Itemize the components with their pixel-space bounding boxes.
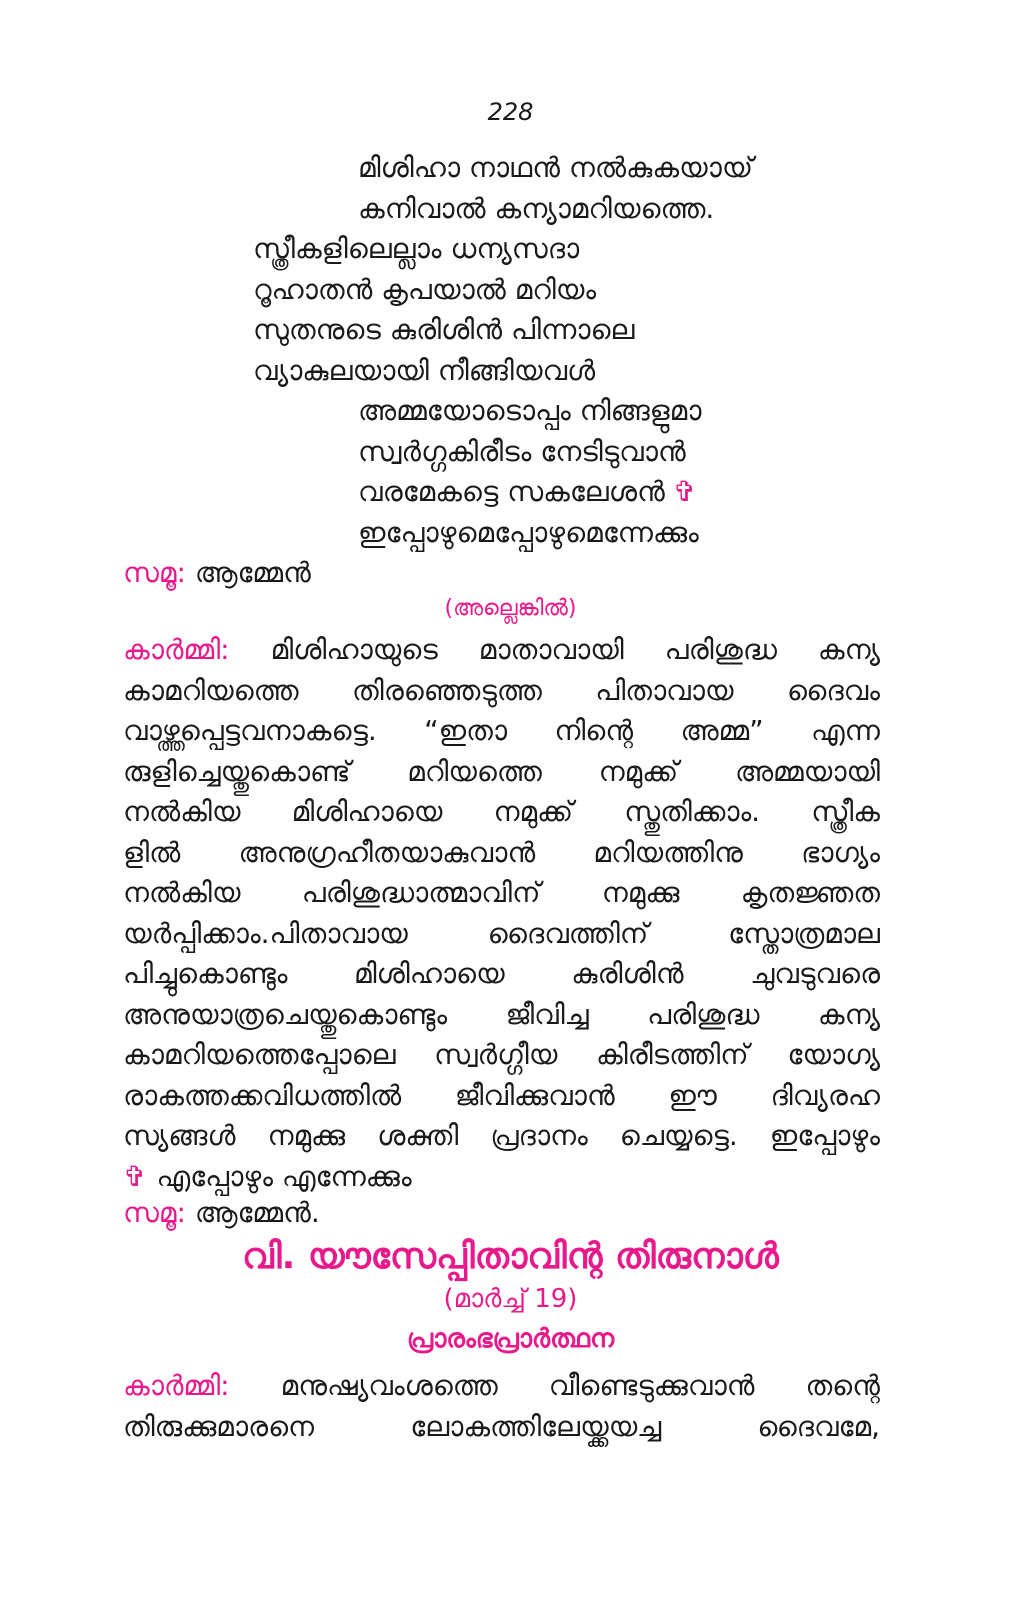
prayer-line-text: മനുഷ്യവംശത്തെ വീണ്ടെടുക്കുവാൻ തന്റെ — [280, 1369, 881, 1402]
prayer-line: പിച്ചുകൊണ്ടും മിശിഹായെ കുരിശിൻ ചുവടുവരെ — [123, 957, 880, 990]
prayer-line: കാമറിയത്തെ തിരഞ്ഞെടുത്ത പിതാവായ ദൈവം — [123, 673, 880, 707]
prayer-line-text: മിശിഹായുടെ മാതാവായി പരിശുദ്ധ കന്യ — [270, 633, 880, 666]
prayer-closing-text: എപ്പോഴും എന്നേക്കും — [156, 1159, 412, 1193]
hymn-line-text: വരമേകട്ടെ സകലേശൻ — [358, 475, 665, 508]
opening-prayer — [123, 1366, 880, 1447]
alternative-label: (അല്ലെങ്കിൽ) — [444, 596, 577, 621]
prayer-line-first — [123, 630, 880, 671]
page-number: 228 — [487, 98, 534, 126]
prayer-line: യർപ്പിക്കാം.പിതാവായ ദൈവത്തിന് സ്തോത്രമാല — [123, 916, 880, 950]
prayer-line: രാകത്തക്കവിധത്തിൽ ജീവിക്കുവാൻ ഈ ദിവ്യരഹ — [123, 1078, 880, 1112]
celebrant-prayer — [123, 630, 880, 1197]
hymn-line: വ്യാകുലയായി നീങ്ങിയവൾ — [253, 353, 596, 387]
prayer-line-first — [123, 1366, 880, 1407]
cross-icon: ✞ — [672, 475, 697, 508]
section-heading: പ്രാരംഭപ്രാർത്ഥന — [406, 1324, 615, 1354]
hymn-line: റൂഹാതൻ കൃപയാൽ മറിയം — [253, 272, 597, 306]
hymn-line: അമ്മയോടൊപ്പം നിങ്ങളുമാ — [358, 394, 702, 427]
hymn-line-with-cross — [0, 472, 1021, 513]
prayer-line: അനുയാത്രചെയ്തുകൊണ്ടും ജീവിച്ച പരിശുദ്ധ കന്യ — [123, 997, 880, 1031]
hymn-stanza — [0, 148, 1021, 553]
prayer-closing-line — [123, 1157, 880, 1198]
prayer-line: സ്യങ്ങൾ നമുക്കു ശക്തി പ്രദാനം ചെയ്യട്ടെ. ഇപ്പോഴും — [123, 1119, 880, 1152]
hymn-line: സുതനുടെ കുരിശിൻ പിന്നാലെ — [253, 313, 635, 346]
congregation-response — [123, 556, 311, 590]
hymn-line: സ്വർഗ്ഗകിരീടം നേടിടുവാൻ — [358, 434, 686, 468]
congregation-response — [123, 1196, 320, 1230]
prayer-line: നൽകിയ മിശിഹായെ നമുക്ക് സ്തുതിക്കാം. സ്ത്രീക — [123, 795, 880, 828]
celebrant-label: കാർമ്മി: — [123, 633, 230, 666]
hymn-line: മിശിഹാ നാഥൻ നൽകുകയായ് — [358, 151, 753, 184]
prayer-line: തിരുക്കുമാരനെ ലോകത്തിലേയ്ക്കയച്ച ദൈവമേ, — [123, 1409, 880, 1443]
feast-title: വി. യൗസേപ്പിതാവിന്റ തിരുനാൾ — [242, 1236, 779, 1277]
prayer-line: വാഴ്ത്തപ്പെട്ടവനാകട്ടെ. “ഇതാ നിന്റെ അമ്മ” എന്ന — [123, 714, 880, 747]
hymn-line: സ്ത്രീകളിലെല്ലാം ധന്യസദാ — [253, 232, 580, 265]
hymn-line: ഇപ്പോഴുമെപ്പോഴുമെന്നേക്കും — [358, 515, 699, 549]
response-text: ആമ്മേൻ. — [194, 1196, 320, 1229]
hymn-line: കനിവാൽ കന്യാമറിയത്തെ. — [358, 191, 715, 225]
cross-icon: ✞ — [123, 1159, 147, 1193]
congregation-label: സമൂ: — [123, 1196, 186, 1229]
celebrant-label: കാർമ്മി: — [123, 1369, 230, 1402]
response-text: ആമ്മേൻ — [194, 556, 311, 589]
feast-date: (മാർച്ച് 19) — [443, 1284, 578, 1314]
prayer-line: രുളിച്ചെയ്തുകൊണ്ട് മറിയത്തെ നമുക്ക് അമ്മയായി — [123, 754, 880, 788]
prayer-line: ളിൽ അനുഗ്രഹീതയാകുവാൻ മറിയത്തിനു ഭാഗ്യം — [123, 835, 880, 869]
prayer-line: നൽകിയ പരിശുദ്ധാത്മാവിന് നമുക്കു കൃതജ്ഞത — [123, 876, 880, 909]
prayer-line: കാമറിയത്തെപ്പോലെ സ്വർഗ്ഗീയ കിരീടത്തിന് യോഗ്യ — [123, 1038, 880, 1071]
congregation-label: സമൂ: — [123, 556, 186, 589]
